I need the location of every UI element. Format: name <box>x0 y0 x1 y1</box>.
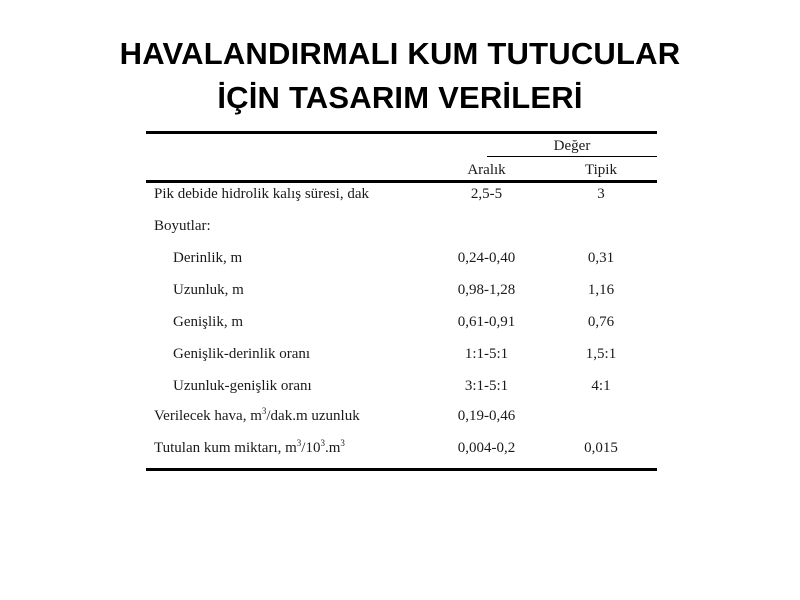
row-range: 2,5-5 <box>470 186 503 202</box>
title-line-2: İÇİN TASARIM VERİLERİ <box>217 80 583 115</box>
header-group-deger: Değer <box>553 138 591 154</box>
slide-title <box>0 32 800 120</box>
row-range: 1:1-5:1 <box>464 346 509 362</box>
row-typical: 0,015 <box>584 440 618 456</box>
row-label: Tutulan kum miktarı, $m^3/10^3.m^3$ <box>154 438 345 456</box>
row-range: 0,24-0,40 <box>457 250 516 266</box>
row-range: 0,61-0,91 <box>457 314 516 330</box>
row-range: 0,98-1,28 <box>457 282 516 298</box>
row-label: Genişlik-derinlik oranı <box>173 346 311 362</box>
table-header-rule <box>146 180 657 183</box>
row-typical: 0,76 <box>587 314 615 330</box>
header-typical: Tipik <box>585 162 617 178</box>
row-range: 3:1-5:1 <box>464 378 509 394</box>
row-label: Uzunluk-genişlik oranı <box>173 378 312 394</box>
row-label: Uzunluk, m <box>173 282 244 298</box>
row-label: Derinlik, m <box>173 250 243 266</box>
row-typical: 4:1 <box>591 378 611 394</box>
table-top-rule <box>146 131 657 134</box>
row-label-section: Boyutlar: <box>154 218 211 234</box>
row-typical: 1,5:1 <box>585 346 617 362</box>
row-label: Genişlik, m <box>173 314 243 330</box>
table-bottom-rule <box>146 468 657 471</box>
table-group-rule <box>487 156 657 157</box>
row-range: 0,004-0,2 <box>457 440 516 456</box>
row-range: 0,19-0,46 <box>457 408 516 424</box>
row-typical: 1,16 <box>587 282 615 298</box>
row-label: Verilecek hava, $m^3/dak.m$ uzunluk <box>154 406 360 424</box>
row-typical: 0,31 <box>587 250 615 266</box>
title-line-1: HAVALANDIRMALI KUM TUTUCULAR <box>119 36 681 71</box>
row-label: Pik debide hidrolik kalış süresi, dak <box>154 186 369 202</box>
row-typical: 3 <box>597 186 605 202</box>
header-range: Aralık <box>467 162 506 178</box>
